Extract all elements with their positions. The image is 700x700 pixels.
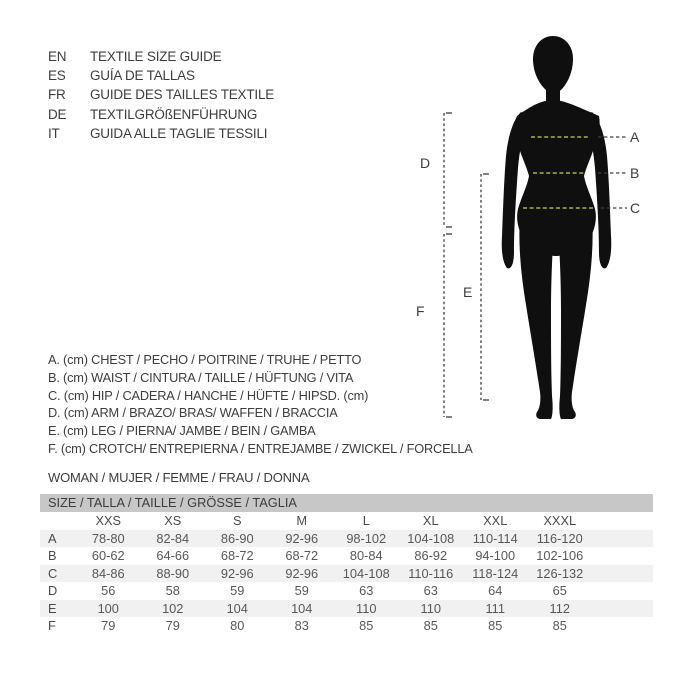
size-cell: 84-86 — [91, 565, 125, 581]
language-code: DE — [48, 106, 67, 122]
size-cell: 86-90 — [220, 530, 254, 546]
size-cell: 64-66 — [156, 548, 190, 563]
size-cell: 102 — [162, 600, 184, 616]
figure-label-hip-c: C — [630, 200, 641, 216]
language-row — [48, 47, 274, 66]
size-cell: 92-96 — [285, 565, 319, 581]
woman-silhouette — [502, 36, 612, 419]
size-cell: 68-72 — [220, 548, 254, 563]
size-cell: 59 — [230, 583, 245, 598]
size-cell: 104-108 — [407, 530, 455, 546]
size-cell: 86-92 — [414, 548, 448, 563]
language-row — [48, 105, 274, 124]
language-list — [48, 47, 274, 143]
size-cell: 110-116 — [408, 565, 454, 581]
language-label: TEXTILE SIZE GUIDE — [90, 49, 222, 64]
size-cell: 126-132 — [536, 565, 584, 581]
size-cell: 82-84 — [156, 530, 190, 546]
figure-label-chest-a: A — [630, 129, 640, 145]
table-row — [40, 547, 653, 565]
column-header: XXXL — [543, 513, 577, 528]
size-cell: 83 — [294, 618, 309, 633]
measurement-legend-item: C. (cm) HIP / CADERA / HANCHE / HÜFTE / HIPSD. (cm) — [48, 387, 369, 403]
size-cell: 102-106 — [536, 548, 584, 563]
column-header-spacer — [40, 512, 76, 530]
table-row — [40, 617, 653, 635]
size-cell: 63 — [423, 583, 438, 598]
row-label: F — [48, 618, 56, 633]
column-header: M — [296, 513, 308, 528]
figure-label-waist-b: B — [630, 165, 640, 181]
size-cell: 92-96 — [285, 530, 319, 546]
size-cell: 68-72 — [285, 548, 319, 563]
size-cell: 104-108 — [342, 565, 390, 581]
row-label: E — [48, 600, 57, 616]
size-cell: 112 — [549, 600, 570, 616]
column-header: XXL — [483, 513, 508, 528]
language-code: EN — [48, 49, 67, 64]
language-label: TEXTILGRÖßENFÜHRUNG — [90, 106, 258, 122]
size-cell: 80 — [230, 618, 245, 633]
size-cell: 60-62 — [91, 548, 125, 563]
size-cell: 110 — [420, 600, 441, 616]
size-cell: 58 — [165, 583, 180, 598]
size-cell: 56 — [101, 583, 116, 598]
size-cell: 85 — [488, 618, 503, 633]
size-table — [40, 494, 653, 635]
size-cell: 92-96 — [220, 565, 254, 581]
size-cell: 79 — [101, 618, 116, 633]
figure-label-crotch-f: F — [416, 303, 425, 319]
size-cell: 85 — [359, 618, 374, 633]
size-cell: 65 — [552, 583, 567, 598]
table-row — [40, 582, 653, 600]
size-cell: 88-90 — [156, 565, 190, 581]
measurement-legend-item: B. (cm) WAIST / CINTURA / TAILLE / HÜFTUNG / VITA — [48, 369, 354, 385]
size-cell: 111 — [485, 600, 505, 616]
column-header: S — [232, 513, 242, 528]
size-cell: 118-124 — [472, 565, 519, 581]
row-label: A — [48, 530, 57, 546]
size-cell: 116-120 — [536, 530, 583, 546]
size-cell: 110 — [356, 600, 377, 616]
size-cell: 104 — [226, 600, 248, 616]
size-cell: 85 — [423, 618, 438, 633]
row-label: D — [48, 583, 58, 598]
language-code: IT — [48, 125, 60, 141]
language-code: ES — [48, 68, 66, 84]
measurement-legend-item: E. (cm) LEG / PIERNA/ JAMBE / BEIN / GAMBA — [48, 423, 316, 439]
row-label: C — [48, 565, 58, 581]
language-label: GUIDA ALLE TAGLIE TESSILI — [90, 125, 268, 141]
column-header: XXS — [95, 513, 122, 528]
table-row — [40, 600, 653, 618]
column-header: XL — [422, 513, 439, 528]
size-cell: 85 — [552, 618, 567, 633]
language-label: GUIDE DES TAILLES TEXTILE — [90, 87, 275, 103]
size-cell: 98-102 — [346, 530, 387, 546]
figure-label-leg-e: E — [463, 284, 473, 300]
size-cell: 80-84 — [349, 548, 383, 563]
size-header-label: SIZE / TALLA / TAILLE / GRÖSSE / TAGLIA — [48, 495, 297, 510]
table-body — [40, 530, 653, 635]
table-row — [40, 530, 653, 548]
measurement-legend-item: A. (cm) CHEST / PECHO / POITRINE / TRUHE / PETTO — [48, 352, 362, 367]
figure-label-arm-d: D — [420, 155, 431, 171]
column-header-row — [40, 512, 653, 530]
table-row — [40, 565, 653, 583]
language-row — [48, 85, 274, 104]
column-header: XS — [164, 513, 182, 528]
size-cell: 104 — [291, 600, 313, 616]
language-row — [48, 124, 274, 143]
size-cell: 79 — [165, 618, 180, 633]
size-cell: 63 — [359, 583, 374, 598]
language-row — [48, 66, 274, 85]
measurement-legend-item: D. (cm) ARM / BRAZO/ BRAS/ WAFFEN / BRACCIA — [48, 405, 338, 421]
language-code: FR — [48, 87, 66, 103]
measurement-legend — [48, 351, 473, 458]
column-header: L — [362, 513, 370, 528]
size-header-band — [40, 494, 653, 512]
row-label: B — [48, 548, 57, 563]
size-cell: 78-80 — [91, 530, 125, 546]
size-cell: 94-100 — [475, 548, 516, 563]
gender-title: WOMAN / MUJER / FEMME / FRAU / DONNA — [48, 470, 310, 485]
size-cell: 100 — [97, 600, 119, 616]
size-cell: 59 — [294, 583, 309, 598]
size-cell: 110-114 — [472, 530, 518, 546]
language-label: GUÍA DE TALLAS — [90, 68, 195, 84]
measurement-legend-item: F. (cm) CROTCH/ ENTREPIERNA / ENTREJAMBE / ZWICKEL / FORCELLA — [48, 440, 473, 456]
size-cell: 64 — [488, 583, 503, 598]
